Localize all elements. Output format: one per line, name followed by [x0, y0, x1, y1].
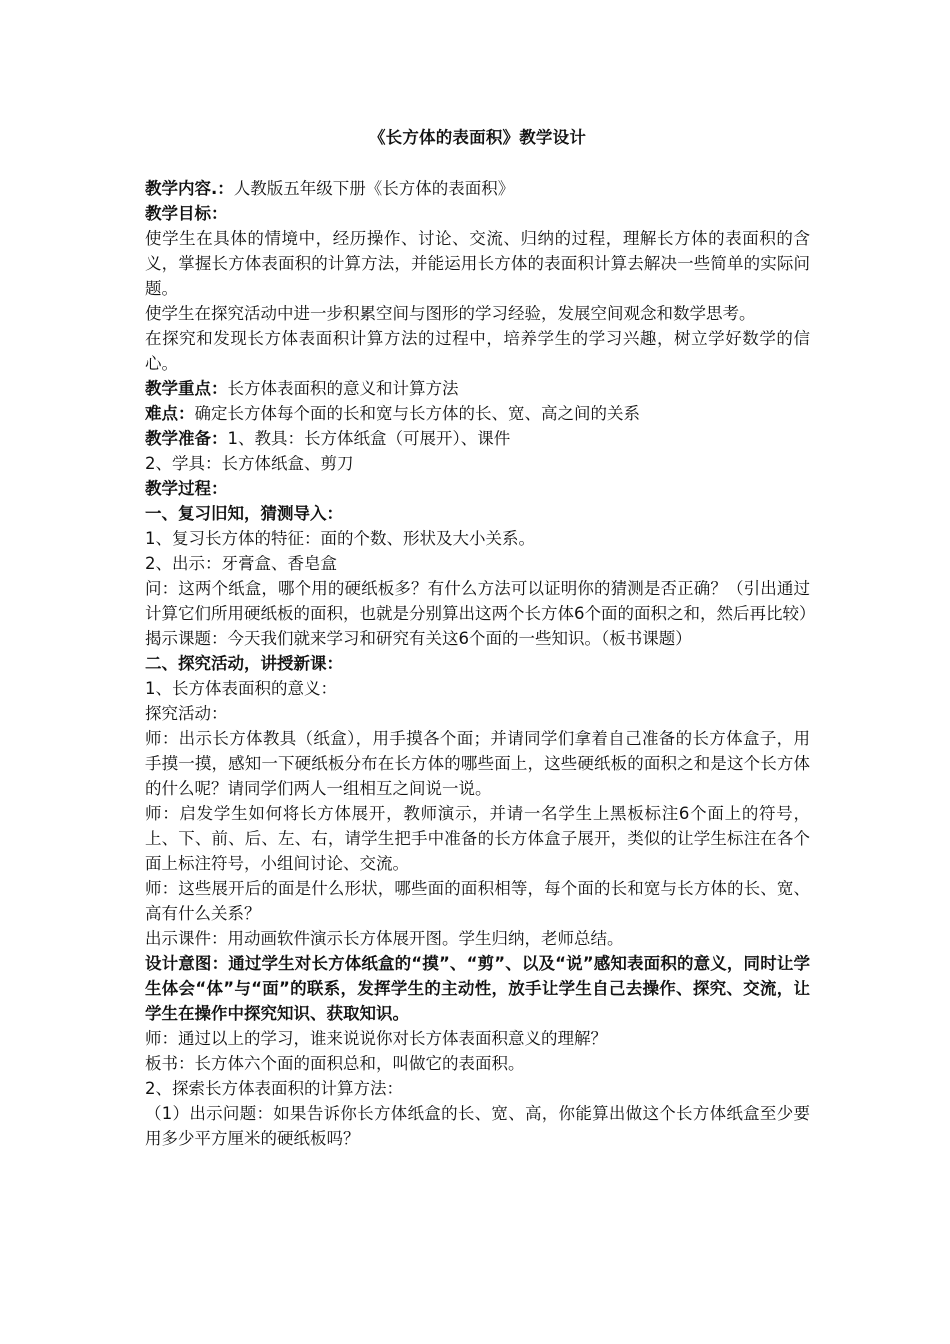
section-1-line-4: 揭示课题：今天我们就来学习和研究有关这6个面的一些知识。（板书课题）: [145, 629, 692, 648]
key-point-text: 长方体表面积的意义和计算方法: [227, 379, 459, 398]
section-2-line-8: 板书：长方体六个面的面积总和，叫做它的表面积。: [145, 1054, 525, 1073]
document-body: [145, 176, 816, 1151]
section-2-line-1: 1、长方体表面积的意义：: [145, 679, 337, 698]
section-2-line-5: 师：这些展开后的面是什么形状，哪些面的面积相等，每个面的长和宽与长方体的长、宽、高有什么关系？: [145, 879, 810, 923]
section-1-line-2: 2、出示：牙膏盒、香皂盒: [145, 554, 337, 573]
preparation-label: 教学准备：: [145, 429, 228, 448]
preparation-item-1: 1、教具：长方体纸盒（可展开）、课件: [227, 429, 511, 448]
teaching-content: [145, 176, 810, 201]
section-1-heading: 一、复习旧知，猜测导入：: [145, 504, 343, 523]
section-2-heading: 二、探究活动，讲授新课：: [145, 654, 343, 673]
section-1-line-3: 问：这两个纸盒，哪个用的硬纸板多？有什么方法可以证明你的猜测是否正确？（引出通过计算它们所用硬纸板的面积，也就是分别算出这两个长方体6个面的面积之和，然后再比较）: [145, 579, 816, 623]
objective-2: 使学生在探究活动中进一步积累空间与图形的学习经验，发展空间观念和数学思考。: [145, 304, 756, 323]
section-2-line-6: 出示课件：用动画软件演示长方体展开图。学生归纳，老师总结。: [145, 929, 624, 948]
objective-3: 在探究和发现长方体表面积计算方法的过程中，培养学生的学习兴趣，树立学好数学的信心。: [145, 329, 810, 373]
objective-1: 使学生在具体的情境中，经历操作、讨论、交流、归纳的过程，理解长方体的表面积的含义，掌握长方体表面积的计算方法，并能运用长方体的表面积计算去解决一些简单的实际问题。: [145, 229, 810, 298]
section-2-line-7: 师：通过以上的学习，谁来说说你对长方体表面积意义的理解？: [145, 1029, 607, 1048]
section-2-line-2: 探究活动：: [145, 704, 228, 723]
objectives-label: 教学目标：: [145, 204, 228, 223]
difficulty: [145, 401, 810, 426]
key-point: [145, 376, 810, 401]
section-1-line-1: 1、复习长方体的特征：面的个数、形状及大小关系。: [145, 529, 535, 548]
difficulty-label: 难点：: [145, 404, 195, 423]
section-2-line-10: （1）出示问题：如果告诉你长方体纸盒的长、宽、高，你能算出做这个长方体纸盒至少要用多少平方厘米的硬纸板吗？: [145, 1104, 810, 1148]
document-title: 《长方体的表面积》教学设计: [368, 128, 587, 147]
teaching-content-text: 人教版五年级下册《长方体的表面积》: [233, 179, 515, 198]
section-2-line-4: 师：启发学生如何将长方体展开，教师演示，并请一名学生上黑板标注6个面上的符号，上、下、前、后、左、右，请学生把手中准备的长方体盒子展开，类似的让学生标注在各个面上标注符号，小组间讨论、交流。: [145, 804, 810, 873]
design-intent: 设计意图：通过学生对长方体纸盒的“摸”、“剪”、以及“说”感知表面积的意义，同时让学生体会“体”与“面”的联系，发挥学生的主动性，放手让学生自己去操作、探究、交流，让学生在操作中探究知识、获取知识。: [145, 954, 810, 1023]
process-label: 教学过程：: [145, 479, 228, 498]
difficulty-text: 确定长方体每个面的长和宽与长方体的长、宽、高之间的关系: [194, 404, 640, 423]
section-2-line-3: 师：出示长方体教具（纸盒），用手摸各个面；并请同学们拿着自己准备的长方体盒子，用手摸一摸，感知一下硬纸板分布在长方体的哪些面上，这些硬纸板的面积之和是这个长方体的什么呢？请同学们两人一组相互之间说一说。: [145, 729, 810, 798]
preparation: [145, 426, 810, 451]
teaching-content-label: 教学内容.：: [145, 179, 234, 198]
preparation-item-2: 2、学具：长方体纸盒、剪刀: [145, 454, 354, 473]
key-point-label: 教学重点：: [145, 379, 228, 398]
section-2-line-9: 2、探索长方体表面积的计算方法：: [145, 1079, 403, 1098]
